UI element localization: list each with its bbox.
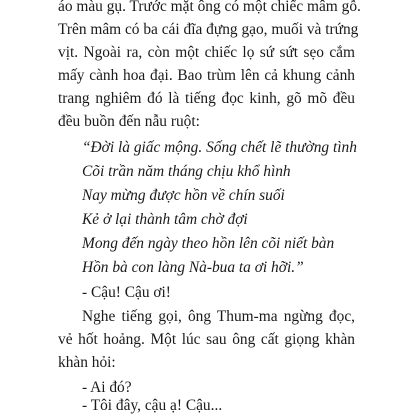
- verse-line: Kẻ ở lại thành tâm chờ đợi: [82, 211, 248, 228]
- paragraph-line: Trên mâm có ba cái đĩa đựng gạo, muối và trứng: [58, 21, 359, 38]
- paragraph-line: vẻ hốt hoảng. Một lúc sau ông cất giọng khàn: [58, 331, 355, 348]
- cut-off-text: - Tôi đây, cậu ạ! Cậu...: [82, 397, 223, 414]
- paragraph-line: Nghe tiếng gọi, ông Thum-ma ngừng đọc,: [82, 308, 355, 325]
- paragraph-line: áo màu gụ. Trước mặt ông có một chiếc mâm gỗ.: [58, 0, 361, 15]
- cut-off-line: [82, 396, 223, 414]
- paragraph-line: mấy cành hoa đại. Bao trùm lên cả khung cảnh: [58, 67, 355, 84]
- verse-line: Mong đến ngày theo hồn lên cõi niết bàn: [82, 235, 335, 252]
- paragraph-line: đều buồn đến nẫu ruột:: [58, 113, 200, 130]
- paragraph-line: trang nghiêm đó là tiếng đọc kinh, gõ mõ đều: [58, 90, 355, 107]
- paragraph-line: vịt. Ngoài ra, còn một chiếc lọ sứ sứt sẹo cắm: [58, 44, 355, 61]
- verse-line: Hồn bà con làng Nà-bua ta ơi hỡi.”: [82, 259, 304, 276]
- verse-line: Cõi trần năm tháng chịu khổ hình: [82, 163, 291, 180]
- dialogue-line: - Ai đó?: [82, 379, 132, 396]
- verse-line: “Đời là giấc mộng. Sống chết lẽ thường tình: [82, 139, 357, 156]
- dialogue-line: - Cậu! Cậu ơi!: [82, 284, 171, 301]
- verse-line: Nay mừng được hồn về chín suối: [82, 187, 285, 204]
- paragraph-line: khàn hỏi:: [58, 354, 116, 371]
